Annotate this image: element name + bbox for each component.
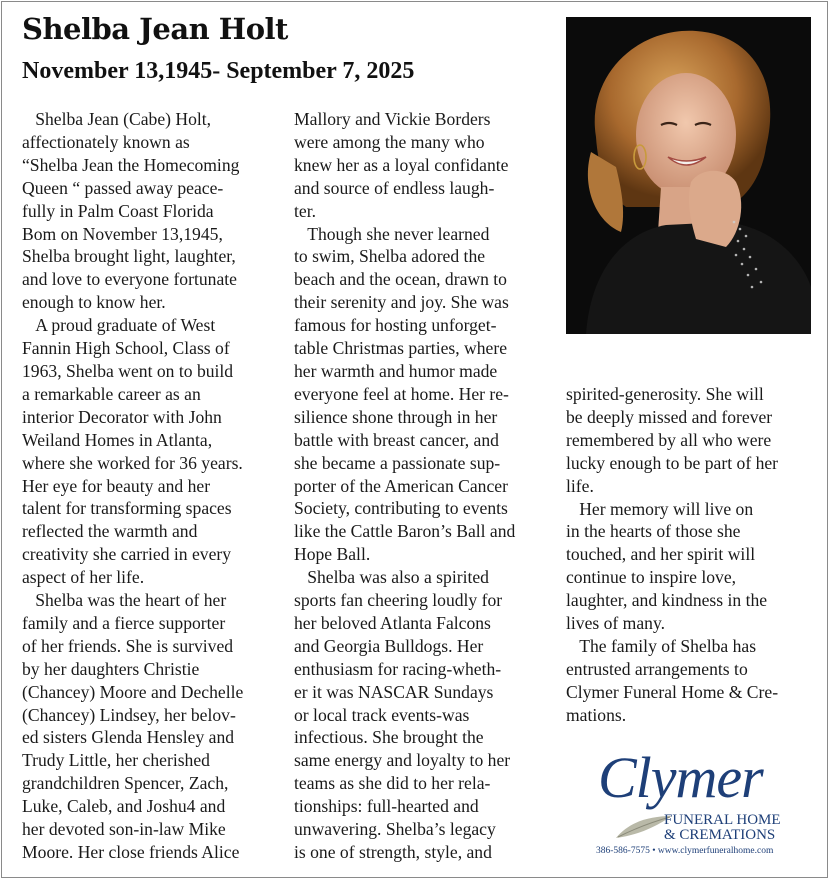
text-line: (Chancey) Lindsey, her belov- — [22, 704, 236, 725]
text-column-1 — [22, 108, 284, 864]
text-line: by her daughters Christie — [22, 658, 200, 679]
text-line: family and a fierce supporter — [22, 612, 226, 633]
text-line: Society, contributing to events — [294, 498, 508, 519]
text-line: a remarkable career as an — [22, 383, 201, 404]
text-line: Her eye for beauty and her — [22, 475, 211, 496]
text-line: creativity she carried in every — [22, 544, 232, 565]
logo-line-2: & CREMATIONS — [664, 827, 776, 843]
text-line: enough to know her. — [22, 292, 166, 313]
text-line: lucky enough to be part of her — [566, 452, 779, 473]
text-line: teams as she did to her rela- — [294, 773, 491, 794]
text-line: mations. — [566, 704, 627, 725]
text-line: A proud graduate of West — [22, 315, 216, 336]
text-line: silience shone through in her — [294, 406, 498, 427]
text-line: Shelba brought light, laughter, — [22, 246, 236, 267]
text-line: and Georgia Bulldogs. Her — [294, 635, 484, 656]
text-line: fully in Palm Coast Florida — [22, 200, 214, 221]
text-line: ter. — [294, 200, 316, 221]
obituary-dates: November 13,1945- September 7, 2025 — [22, 58, 415, 84]
text-line: affectionately known as — [22, 131, 190, 152]
text-line: to swim, Shelba adored the — [294, 246, 486, 267]
text-line: The family of Shelba has — [566, 635, 757, 656]
portrait-illustration — [566, 17, 811, 334]
text-line: or local track events-was — [294, 704, 470, 725]
text-line: sports fan cheering loudly for — [294, 590, 503, 611]
text-line: grandchildren Spencer, Zach, — [22, 773, 229, 794]
text-line: Clymer Funeral Home & Cre- — [566, 681, 779, 702]
text-line: beach and the ocean, drawn to — [294, 269, 507, 290]
text-line: Fannin High School, Class of — [22, 338, 230, 359]
text-column-2 — [294, 108, 556, 864]
text-line: laughter, and kindness in the — [566, 590, 768, 611]
obituary-name: Shelba Jean Holt — [22, 12, 288, 46]
logo-contact: 386-586-7575 • www.clymerfuneralhome.com — [596, 846, 774, 856]
text-line: Luke, Caleb, and Joshu4 and — [22, 796, 226, 817]
text-line: entrusted arrangements to — [566, 658, 748, 679]
text-line: her warmth and humor made — [294, 360, 498, 381]
text-line: touched, and her spirit will — [566, 544, 756, 565]
text-line: remembered by all who were — [566, 429, 772, 450]
funeral-home-logo — [596, 745, 796, 861]
text-line: Bom on November 13,1945, — [22, 223, 223, 244]
text-line: Though she never learned — [294, 223, 490, 244]
text-line: like the Cattle Baron’s Ball and — [294, 521, 516, 542]
text-line: famous for hosting unforget- — [294, 315, 497, 336]
text-line: aspect of her life. — [22, 567, 145, 588]
portrait-photo — [566, 17, 811, 334]
text-line: where she worked for 36 years. — [22, 452, 243, 473]
text-column-3 — [566, 383, 810, 727]
text-line: 1963, Shelba went on to build — [22, 360, 234, 381]
text-line: enthusiasm for racing-wheth- — [294, 658, 502, 679]
text-line: battle with breast cancer, and — [294, 429, 499, 450]
text-line: is one of strength, style, and — [294, 842, 492, 862]
text-line: Shelba was also a spirited — [294, 567, 489, 588]
text-line: Queen “ passed away peace- — [22, 177, 224, 198]
text-line: Her memory will live on — [566, 498, 754, 519]
text-line: spirited-generosity. She will — [566, 384, 764, 404]
text-line: er it was NASCAR Sundays — [294, 681, 494, 702]
text-line: (Chancey) Moore and Dechelle — [22, 681, 244, 702]
text-line: and source of endless laugh- — [294, 177, 495, 198]
text-line: be deeply missed and forever — [566, 406, 773, 427]
text-line: Trudy Little, her cherished — [22, 750, 210, 771]
text-line: Hope Ball. — [294, 544, 371, 565]
text-line: interior Decorator with John — [22, 406, 222, 427]
text-line: lives of many. — [566, 613, 666, 634]
text-line: her devoted son-in-law Mike — [22, 819, 226, 840]
text-line: of her friends. She is survived — [22, 635, 234, 656]
text-line: she became a passionate sup- — [294, 452, 501, 473]
text-line: everyone feel at home. Her re- — [294, 383, 509, 404]
text-line: Mallory and Vickie Borders — [294, 109, 491, 129]
text-line: ed sisters Glenda Hensley and — [22, 727, 235, 748]
text-line: Shelba Jean (Cabe) Holt, — [22, 109, 212, 129]
text-line: continue to inspire love, — [566, 567, 737, 588]
text-line: Shelba was the heart of her — [22, 590, 227, 611]
text-line: porter of the American Cancer — [294, 475, 508, 496]
text-line: her beloved Atlanta Falcons — [294, 612, 491, 633]
text-line: tionships: full-hearted and — [294, 796, 479, 817]
logo-wordmark: Clymer — [598, 745, 763, 810]
text-line: in the hearts of those she — [566, 521, 741, 542]
text-line: same energy and loyalty to her — [294, 750, 511, 771]
text-line: table Christmas parties, where — [294, 338, 508, 359]
logo-line-1: FUNERAL HOME — [664, 812, 781, 828]
text-line: infectious. She brought the — [294, 727, 484, 748]
text-line: Moore. Her close friends Alice — [22, 842, 240, 862]
text-line: “Shelba Jean the Homecoming — [22, 154, 240, 175]
text-line: were among the many who — [294, 131, 485, 152]
text-line: reflected the warmth and — [22, 521, 198, 542]
text-line: unwavering. Shelba’s legacy — [294, 819, 496, 840]
text-line: their serenity and joy. She was — [294, 292, 509, 313]
text-line: Weiland Homes in Atlanta, — [22, 429, 213, 450]
text-line: life. — [566, 475, 594, 496]
text-line: and love to everyone fortunate — [22, 269, 237, 290]
text-line: knew her as a loyal confidante — [294, 154, 509, 175]
text-line: talent for transforming spaces — [22, 498, 232, 519]
